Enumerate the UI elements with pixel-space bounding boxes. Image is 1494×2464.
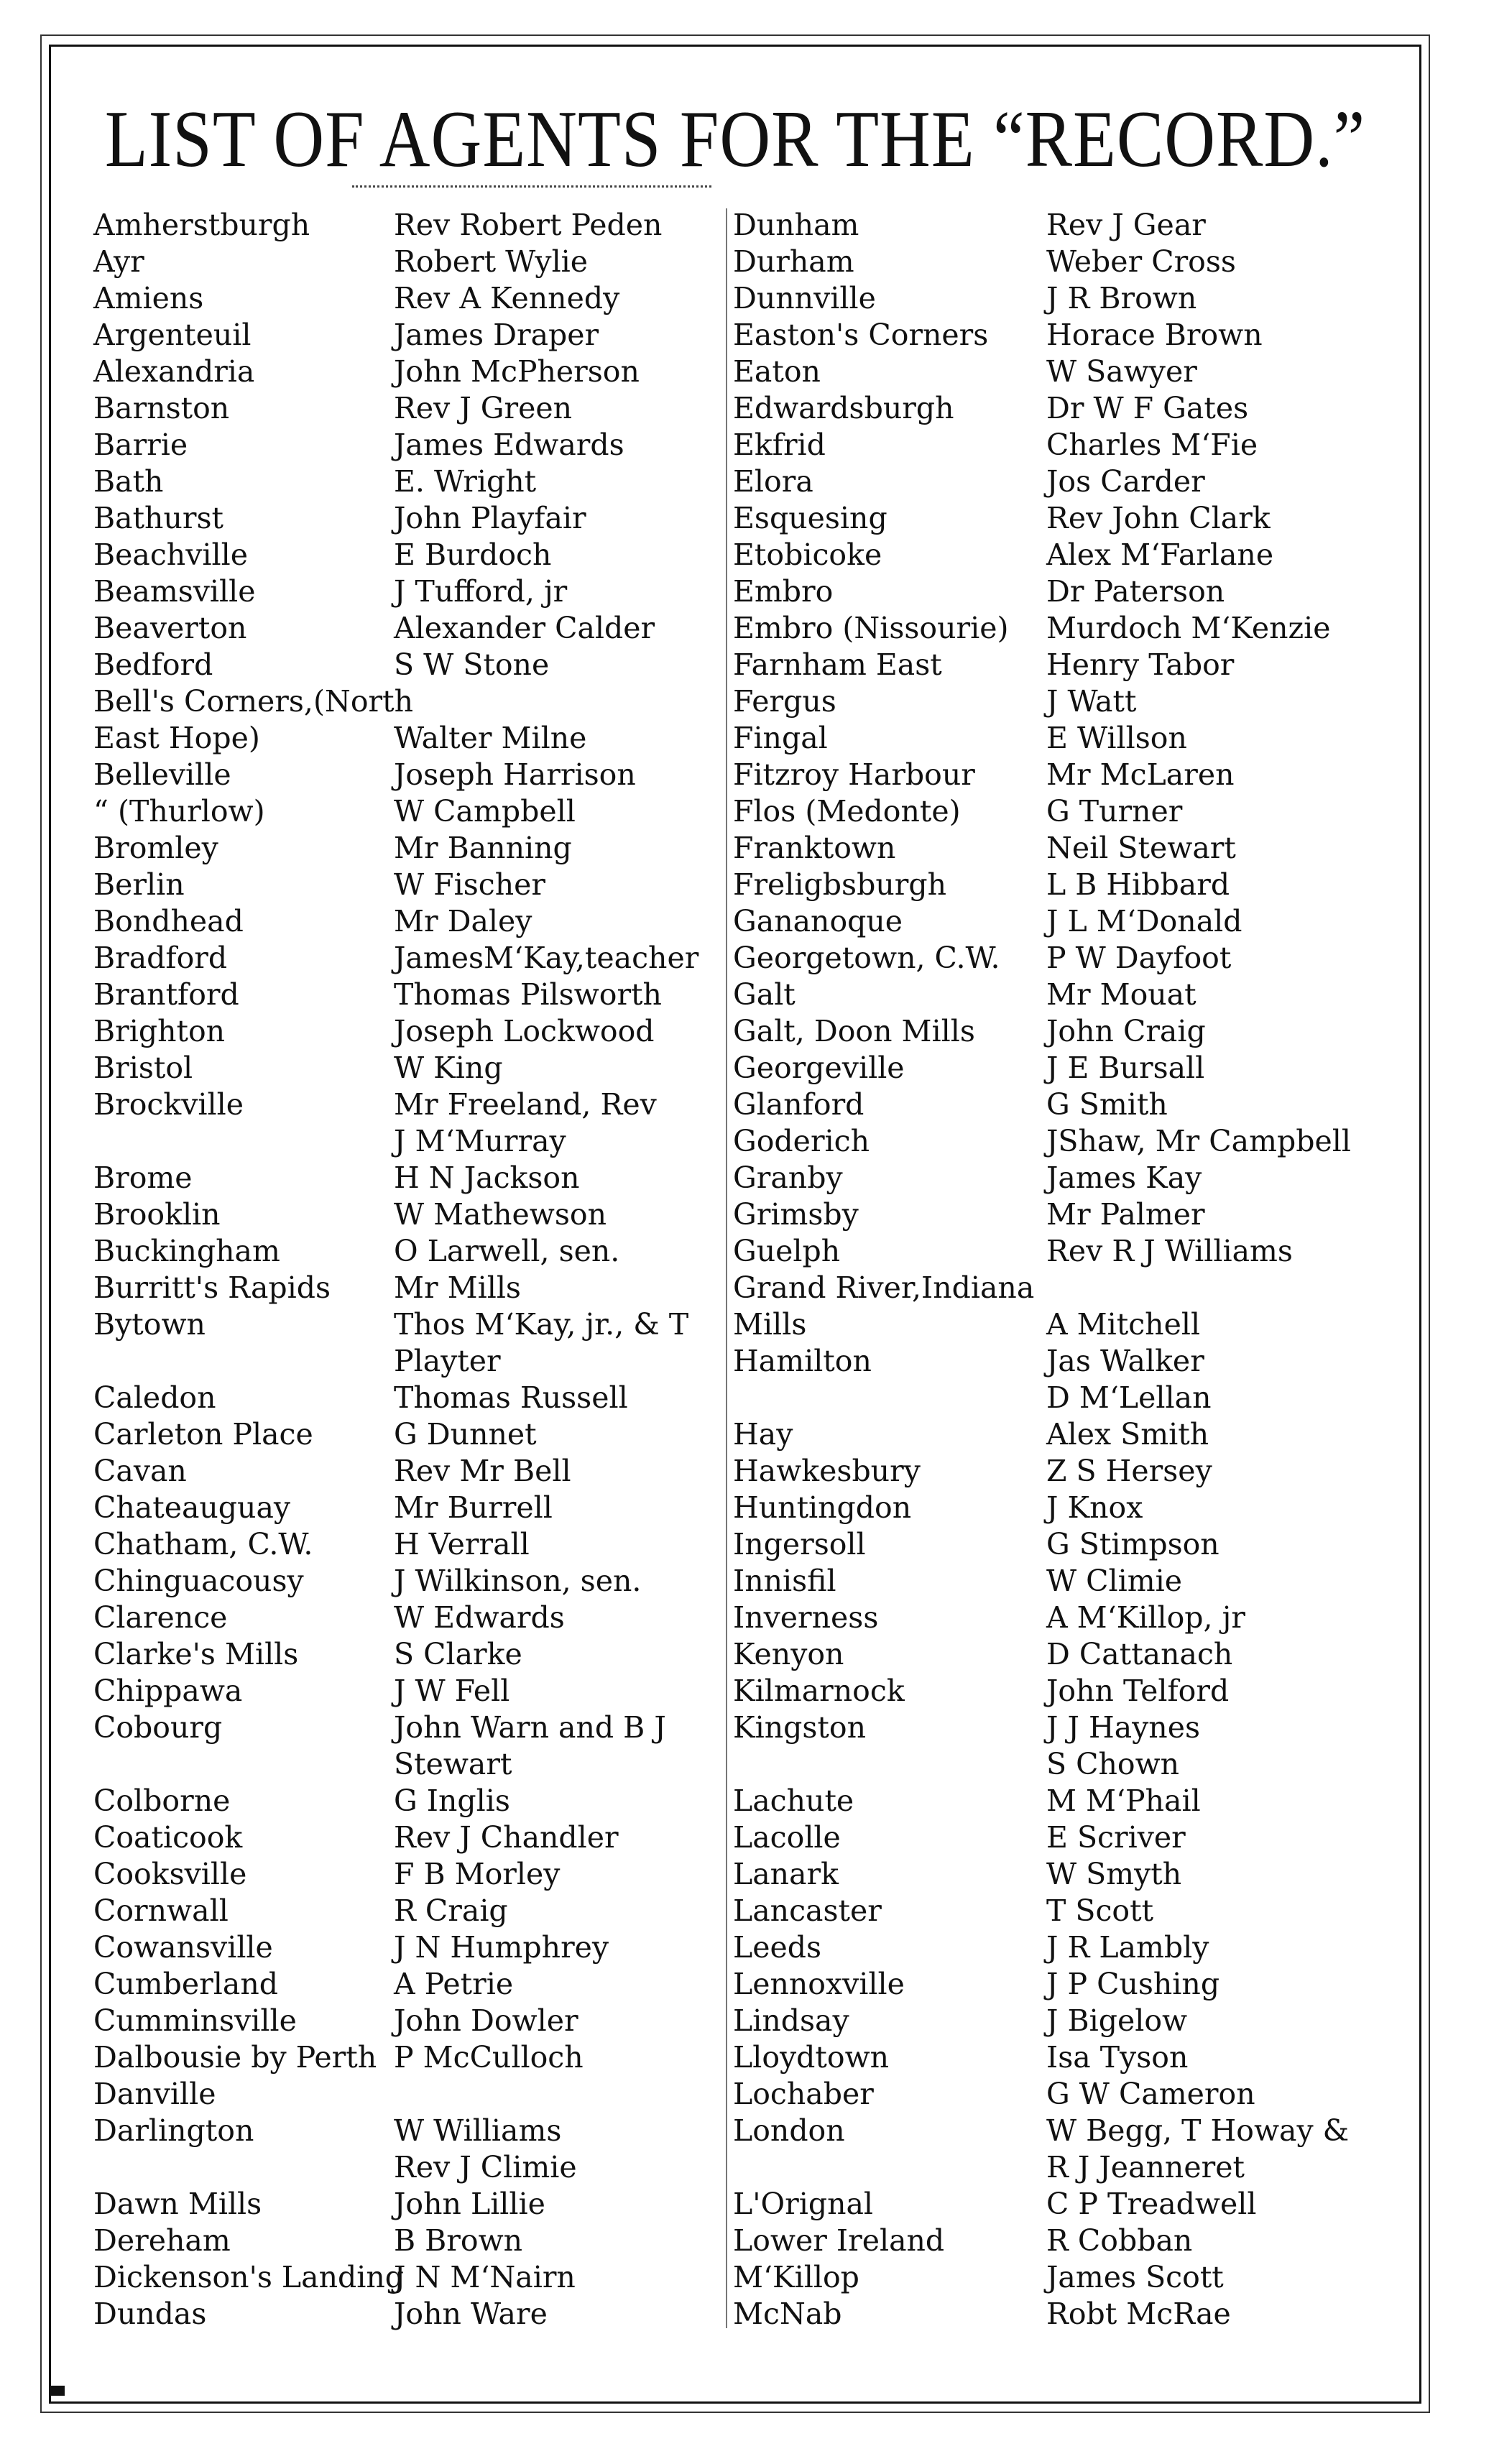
agent-name: S Clarke — [394, 1637, 522, 1671]
agent-name: F B Morley — [394, 1857, 561, 1891]
agent-name: H N Jackson — [394, 1161, 580, 1195]
place-name: Esquesing — [733, 501, 887, 535]
place-name: Alexandria — [93, 354, 255, 389]
place-name: Bath — [93, 464, 164, 499]
place-name: Hay — [733, 1417, 793, 1452]
place-name: Buckingham — [93, 1234, 280, 1268]
place-name: Durham — [733, 244, 854, 279]
place-name: Lindsay — [733, 2003, 849, 2038]
agent-name: Mr Freeland, Rev — [394, 1087, 657, 1122]
place-name: Caledon — [93, 1380, 216, 1415]
agent-name: JamesM‘Kay,teacher — [394, 941, 699, 975]
agent-name: Thos M‘Kay, jr., & T — [394, 1307, 689, 1342]
agent-name: Z S Hersey — [1046, 1454, 1212, 1488]
place-name: M‘Killop — [733, 2260, 859, 2294]
place-name: Georgeville — [733, 1051, 905, 1085]
agent-name: Mr Palmer — [1046, 1197, 1205, 1232]
place-name: Bristol — [93, 1051, 193, 1085]
place-name: Lower Ireland — [733, 2223, 945, 2258]
place-name: Flos (Medonte) — [733, 794, 961, 829]
agent-name: E. Wright — [394, 464, 537, 499]
place-name: Chippawa — [93, 1674, 243, 1708]
place-name: Gananoque — [733, 904, 903, 938]
place-name: Guelph — [733, 1234, 841, 1268]
place-name: Granby — [733, 1161, 843, 1195]
agent-name: Mr McLaren — [1046, 757, 1235, 792]
agent-name: Joseph Lockwood — [394, 1014, 655, 1048]
agent-name: Henry Tabor — [1046, 647, 1235, 682]
agent-name: Rev J Gear — [1046, 208, 1206, 242]
place-name: Bell's Corners,(North — [93, 684, 413, 719]
place-name: Kingston — [733, 1710, 867, 1745]
place-name: Belleville — [93, 757, 231, 792]
place-name: Amherstburgh — [93, 208, 310, 242]
place-name: Chatham, C.W. — [93, 1527, 313, 1561]
place-name: Dawn Mills — [93, 2187, 262, 2221]
agent-name: E Burdoch — [394, 537, 552, 572]
agent-name: Robt McRae — [1046, 2297, 1231, 2331]
place-name: Eaton — [733, 354, 821, 389]
agent-name: Playter — [394, 1344, 501, 1378]
agent-name: Horace Brown — [1046, 318, 1263, 352]
agent-name: John Telford — [1046, 1674, 1230, 1708]
agent-name: W Begg, T Howay & — [1046, 2113, 1350, 2148]
agent-name: Rev R J Williams — [1046, 1234, 1293, 1268]
place-name: Lancaster — [733, 1893, 882, 1928]
place-name: Cornwall — [93, 1893, 229, 1928]
place-name: Bromley — [93, 831, 218, 865]
agent-name: G W Cameron — [1046, 2077, 1255, 2111]
agent-name: O Larwell, sen. — [394, 1234, 620, 1268]
place-name: Burritt's Rapids — [93, 1270, 331, 1305]
place-name: Barrie — [93, 428, 188, 462]
place-name: Lennoxville — [733, 1967, 905, 2001]
agent-name: John McPherson — [394, 354, 640, 389]
agent-name: D Cattanach — [1046, 1637, 1233, 1671]
agent-name: J Tufford, jr — [394, 574, 568, 609]
agent-name: Rev J Chandler — [394, 1820, 619, 1855]
corner-mark — [49, 2386, 65, 2396]
agent-name: W Edwards — [394, 1600, 565, 1635]
agent-name: Robert Wylie — [394, 244, 589, 279]
agent-name: James Draper — [394, 318, 599, 352]
place-name: Beaverton — [93, 611, 247, 645]
place-name: Dunnville — [733, 281, 876, 315]
place-name: Fingal — [733, 721, 828, 755]
place-name: Bytown — [93, 1307, 206, 1342]
place-name: Galt — [733, 977, 796, 1012]
agent-name: Dr Paterson — [1046, 574, 1225, 609]
agent-name: John Warn and B J — [394, 1710, 666, 1745]
place-name: Huntingdon — [733, 1490, 912, 1525]
agent-name: H Verrall — [394, 1527, 530, 1561]
place-name: Etobicoke — [733, 537, 882, 572]
page-title: LIST OF AGENTS FOR THE “RECORD.” — [104, 95, 1366, 185]
place-name: Dunham — [733, 208, 859, 242]
agent-name: J N Humphrey — [394, 1930, 609, 1965]
agent-name: W Climie — [1046, 1564, 1183, 1598]
agent-name: Jas Walker — [1046, 1344, 1204, 1378]
agent-name: Rev Mr Bell — [394, 1454, 571, 1488]
agent-name: Jos Carder — [1046, 464, 1205, 499]
agent-name: E Willson — [1046, 721, 1187, 755]
place-name: Amiens — [93, 281, 204, 315]
agent-name: G Inglis — [394, 1784, 510, 1818]
agent-name: G Stimpson — [1046, 1527, 1219, 1561]
agent-name: J Wilkinson, sen. — [394, 1564, 642, 1598]
agent-name: G Smith — [1046, 1087, 1168, 1122]
column-divider — [726, 208, 727, 2328]
agent-name: A M‘Killop, jr — [1046, 1600, 1245, 1635]
place-name: Bathurst — [93, 501, 223, 535]
agent-name: Dr W F Gates — [1046, 391, 1249, 425]
place-name: Brooklin — [93, 1197, 221, 1232]
place-name: Hamilton — [733, 1344, 872, 1378]
agent-name: Mr Burrell — [394, 1490, 553, 1525]
agent-name: Joseph Harrison — [394, 757, 636, 792]
place-name: Farnham East — [733, 647, 942, 682]
agent-name: W Smyth — [1046, 1857, 1182, 1891]
agent-name: John Lillie — [394, 2187, 545, 2221]
agent-name: Charles M‘Fie — [1046, 428, 1258, 462]
agent-name: A Petrie — [394, 1967, 514, 2001]
agent-name: Mr Daley — [394, 904, 532, 938]
place-name: Innisfil — [733, 1564, 836, 1598]
place-name: Dereham — [93, 2223, 231, 2258]
place-name: Embro — [733, 574, 834, 609]
place-name: Brockville — [93, 1087, 244, 1122]
place-name: Glanford — [733, 1087, 864, 1122]
place-name: Inverness — [733, 1600, 879, 1635]
agent-name: S Chown — [1046, 1747, 1180, 1781]
place-name: Coaticook — [93, 1820, 243, 1855]
agent-name: Rev J Climie — [394, 2150, 577, 2184]
agent-name: J J Haynes — [1046, 1710, 1201, 1745]
place-name: Kilmarnock — [733, 1674, 905, 1708]
place-name: Fergus — [733, 684, 836, 719]
place-name: Freligbsburgh — [733, 867, 946, 902]
agent-name: Thomas Pilsworth — [394, 977, 662, 1012]
agent-name: John Dowler — [394, 2003, 578, 2038]
agent-name: M M‘Phail — [1046, 1784, 1201, 1818]
place-name: Hawkesbury — [733, 1454, 921, 1488]
agent-name: J P Cushing — [1046, 1967, 1220, 2001]
agent-name: JShaw, Mr Campbell — [1046, 1124, 1351, 1158]
place-name: “ (Thurlow) — [93, 794, 265, 829]
place-name: Bedford — [93, 647, 213, 682]
agent-name: Weber Cross — [1046, 244, 1236, 279]
title-ornament — [352, 185, 711, 190]
place-name: Dundas — [93, 2297, 207, 2331]
place-name: Lochaber — [733, 2077, 874, 2111]
agent-name: J Watt — [1046, 684, 1137, 719]
agent-name: W Williams — [394, 2113, 562, 2148]
place-name: Dickenson's Landing — [93, 2260, 405, 2294]
agent-name: Rev Robert Peden — [394, 208, 663, 242]
agent-name: James Scott — [1046, 2260, 1224, 2294]
agent-name: Isa Tyson — [1046, 2040, 1189, 2075]
agent-name: W Mathewson — [394, 1197, 607, 1232]
place-name: Elora — [733, 464, 813, 499]
agent-name: Alex Smith — [1046, 1417, 1209, 1452]
agent-name: James Edwards — [394, 428, 624, 462]
agent-name: John Playfair — [394, 501, 586, 535]
place-name: Lacolle — [733, 1820, 841, 1855]
place-name: McNab — [733, 2297, 842, 2331]
place-name: Lanark — [733, 1857, 839, 1891]
agent-name: L B Hibbard — [1046, 867, 1230, 902]
agent-name: Walter Milne — [394, 721, 587, 755]
place-name: Franktown — [733, 831, 896, 865]
place-name: Cavan — [93, 1454, 187, 1488]
place-name: Beachville — [93, 537, 248, 572]
agent-name: B Brown — [394, 2223, 523, 2258]
place-name: Brighton — [93, 1014, 226, 1048]
place-name: Chinguacousy — [93, 1564, 304, 1598]
agent-name: Mr Mouat — [1046, 977, 1196, 1012]
place-name: Cowansville — [93, 1930, 273, 1965]
place-name: Cobourg — [93, 1710, 223, 1745]
agent-name: R Craig — [394, 1893, 508, 1928]
agent-name: D M‘Lellan — [1046, 1380, 1212, 1415]
agent-name: G Dunnet — [394, 1417, 537, 1452]
agent-name: Alexander Calder — [394, 611, 655, 645]
agent-name: J Knox — [1046, 1490, 1143, 1525]
agent-name: J M‘Murray — [394, 1124, 566, 1158]
place-name: Lachute — [733, 1784, 854, 1818]
place-name: Dalbousie by Perth — [93, 2040, 377, 2075]
place-name: Chateauguay — [93, 1490, 291, 1525]
agent-name: E Scriver — [1046, 1820, 1186, 1855]
agent-name: G Turner — [1046, 794, 1183, 829]
place-name: Carleton Place — [93, 1417, 313, 1452]
agent-name: John Craig — [1046, 1014, 1206, 1048]
agent-name: R J Jeanneret — [1046, 2150, 1245, 2184]
agent-name: Murdoch M‘Kenzie — [1046, 611, 1331, 645]
place-name: Cooksville — [93, 1857, 247, 1891]
place-name: Cumberland — [93, 1967, 278, 2001]
agent-name: Stewart — [394, 1747, 512, 1781]
place-name: Beamsville — [93, 574, 256, 609]
place-name: Fitzroy Harbour — [733, 757, 975, 792]
place-name: Colborne — [93, 1784, 231, 1818]
agent-name: Thomas Russell — [394, 1380, 628, 1415]
place-name: Berlin — [93, 867, 185, 902]
place-name: Galt, Doon Mills — [733, 1014, 975, 1048]
place-name: Brantford — [93, 977, 239, 1012]
place-name: Ingersoll — [733, 1527, 866, 1561]
agent-name: Mr Banning — [394, 831, 572, 865]
place-name: Ekfrid — [733, 428, 826, 462]
agent-name: Neil Stewart — [1046, 831, 1236, 865]
agent-name: S W Stone — [394, 647, 550, 682]
agent-name: John Ware — [394, 2297, 548, 2331]
place-name: Leeds — [733, 1930, 822, 1965]
place-name: Easton's Corners — [733, 318, 989, 352]
place-name: Grimsby — [733, 1197, 859, 1232]
agent-name: J L M‘Donald — [1046, 904, 1242, 938]
agent-name: W King — [394, 1051, 503, 1085]
agent-name: James Kay — [1046, 1161, 1202, 1195]
agent-name: R Cobban — [1046, 2223, 1193, 2258]
agent-name: Rev A Kennedy — [394, 281, 620, 315]
agent-name: C P Treadwell — [1046, 2187, 1257, 2221]
agent-name: J Bigelow — [1046, 2003, 1188, 2038]
place-name: Clarke's Mills — [93, 1637, 299, 1671]
agent-name: J N M‘Nairn — [394, 2260, 576, 2294]
place-name: Embro (Nissourie) — [733, 611, 1009, 645]
place-name: Cumminsville — [93, 2003, 297, 2038]
place-name: Edwardsburgh — [733, 391, 954, 425]
agent-name: J R Lambly — [1046, 1930, 1209, 1965]
place-name: London — [733, 2113, 845, 2148]
place-name: Lloydtown — [733, 2040, 890, 2075]
place-name: Brome — [93, 1161, 193, 1195]
agent-name: P W Dayfoot — [1046, 941, 1232, 975]
agent-name: J W Fell — [394, 1674, 510, 1708]
place-name: Bondhead — [93, 904, 244, 938]
place-name: Georgetown, C.W. — [733, 941, 1000, 975]
agent-name: Rev John Clark — [1046, 501, 1271, 535]
place-name: Clarence — [93, 1600, 228, 1635]
agent-name: Rev J Green — [394, 391, 573, 425]
place-name: Mills — [733, 1307, 807, 1342]
place-name: Danville — [93, 2077, 216, 2111]
place-name: Argenteuil — [93, 318, 252, 352]
agent-name: W Fischer — [394, 867, 546, 902]
agent-name: Mr Mills — [394, 1270, 521, 1305]
place-name: Barnston — [93, 391, 230, 425]
place-name: Bradford — [93, 941, 228, 975]
place-name: Darlington — [93, 2113, 254, 2148]
agent-name: T Scott — [1046, 1893, 1154, 1928]
place-name: Ayr — [93, 244, 144, 279]
place-name: Kenyon — [733, 1637, 844, 1671]
agent-name: A Mitchell — [1046, 1307, 1201, 1342]
agent-name: P McCulloch — [394, 2040, 584, 2075]
agent-name: Alex M‘Farlane — [1046, 537, 1274, 572]
place-name: L'Orignal — [733, 2187, 874, 2221]
agent-name: W Sawyer — [1046, 354, 1197, 389]
place-name: Grand River,Indiana — [733, 1270, 1035, 1305]
agent-name: J R Brown — [1046, 281, 1197, 315]
place-name: East Hope) — [93, 721, 260, 755]
agent-name: W Campbell — [394, 794, 576, 829]
place-name: Goderich — [733, 1124, 870, 1158]
agent-name: J E Bursall — [1046, 1051, 1205, 1085]
